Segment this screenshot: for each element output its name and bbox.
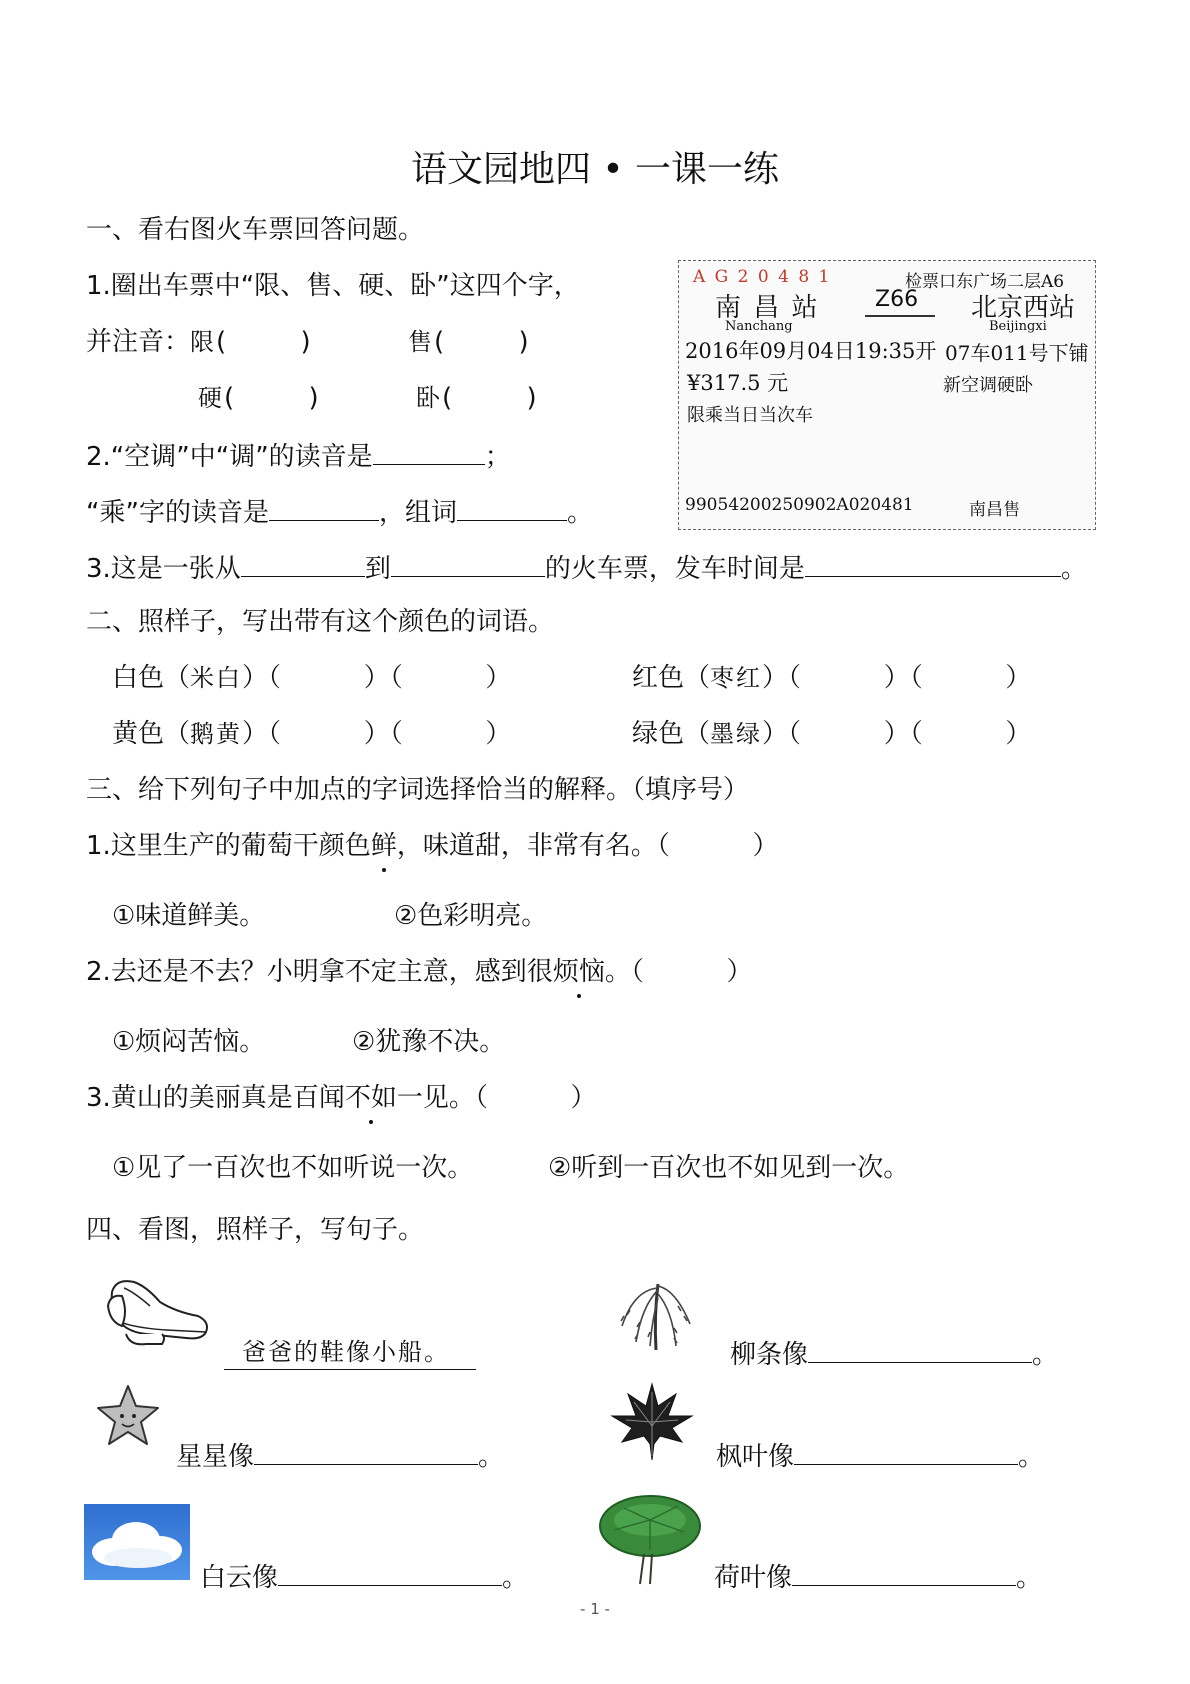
q1-line3 [198,378,537,418]
s3-q1 [86,826,779,866]
color-item-green: 绿色（墨绿）（ ）（ ） [632,719,1032,749]
star-end: 。 [478,1442,505,1472]
ticket-from: 南 昌 站 [715,293,820,323]
color-item-red: 红色（枣红）（ ）（ ） [632,663,1032,693]
answer-paren-wo[interactable]: ( ) [442,383,537,413]
ticket-train-number: Z66 [875,287,919,312]
maple-leaf-icon [610,1382,694,1462]
section1-heading: 一、看右图火车票回答问题。 [86,215,425,245]
lotus-leaf-icon [594,1490,702,1586]
willow-icon [614,1276,696,1352]
color-item-white: 白色（米白）（ ）（ ） [112,663,512,693]
color-item-yellow: 黄色（鹅黄）（ ）（ ） [112,719,512,749]
char-xian: 限 [190,328,217,356]
answer-paren[interactable]: （ ） [909,663,1032,693]
s3-q2-pre: 2.去还是不去？小明拿不定主意，感到很 [86,957,553,987]
answer-paren[interactable]: （ ） [909,719,1032,749]
color-example: 墨绿 [710,720,763,748]
q3-text-b: 到 [364,554,391,584]
willow-blank[interactable] [808,1332,1032,1363]
answer-paren[interactable]: （ ） [788,663,910,693]
s3-q1-pre: 1.这里生产的葡萄干颜色 [86,831,371,861]
q2-blank-zuci[interactable] [457,490,567,521]
q2-blank-diao[interactable] [373,434,485,465]
s3-q2-dotted: 烦恼 [553,952,605,992]
color-label: 绿色 [632,719,685,749]
answer-paren[interactable]: （ ） [268,719,390,749]
q1-line2 [86,322,529,362]
train-ticket [678,260,1096,530]
ticket-from-pinyin: Nanchang [725,319,793,334]
ticket-note: 限乘当日当次车 [687,405,813,426]
q2-text-b-mid: ，组词 [378,498,457,528]
cloud-label: 白云像 [200,1563,279,1593]
s3-q3-dotted: 百闻不如一见 [293,1078,449,1118]
maple-label: 枫叶像 [716,1442,795,1472]
ticket-to: 北京西站 [971,293,1076,323]
ticket-seat: 07车011号下铺 [945,341,1089,365]
pinyin-label: 并注音： [86,327,191,357]
section3-heading: 三、给下列句子中加点的字词选择恰当的解释。（填序号） [86,775,750,805]
ticket-sold: 南昌售 [969,500,1020,520]
s3-q1-post: ，味道甜，非常有名。 [396,831,657,861]
q2-end-b: 。 [566,498,593,528]
answer-paren[interactable]: （ ） [474,1083,597,1113]
star-sentence [176,1434,504,1477]
lotus-end: 。 [1016,1563,1043,1593]
q1-line1: 1.圈出车票中“限、售、硬、卧”这四个字， [86,271,580,301]
q2-line1 [86,434,511,477]
s3-q1-option1: ①味道鲜美。 [112,901,266,931]
maple-sentence [716,1434,1044,1477]
willow-sentence [730,1332,1058,1375]
example-text: 爸爸的鞋像小船。 [224,1332,476,1370]
s3-q2 [86,952,753,992]
q3-line [86,546,1087,589]
q3-end: 。 [1060,554,1087,584]
maple-end: 。 [1018,1442,1045,1472]
q3-blank-time[interactable] [805,546,1061,577]
color-label: 红色 [632,663,685,693]
s3-q2-post: 。 [604,957,631,987]
s3-q3 [86,1078,597,1118]
cloud-sentence [200,1555,528,1598]
willow-label: 柳条像 [730,1340,809,1370]
ticket-price: ¥317.5 元 [687,371,789,395]
s3-q3-option2: ②听到一百次也不如见到一次。 [548,1153,910,1183]
maple-blank[interactable] [794,1434,1018,1465]
q2-end-a: ； [484,442,511,472]
s3-q1-dotted: 鲜 [371,826,397,866]
cloud-icon [84,1504,190,1580]
cloud-blank[interactable] [278,1555,502,1586]
s3-q3-option1: ①见了一百次也不如听说一次。 [112,1153,474,1183]
section2-heading: 二、照样子，写出带有这个颜色的词语。 [86,607,555,637]
ticket-code: 99054200250902A020481 [685,495,914,515]
s3-q3-post: 。 [448,1083,475,1113]
char-ying: 硬 [198,384,224,412]
section4-heading: 四、看图，照样子，写句子。 [86,1215,425,1245]
star-label: 星星像 [176,1442,255,1472]
answer-paren-xian[interactable]: ( ) [216,327,311,357]
s3-q2-option1: ①烦闷苦恼。 [112,1027,266,1057]
answer-paren-shou[interactable]: ( ) [434,327,529,357]
ticket-serial: A G 2 0 4 8 1 [693,267,832,287]
answer-paren[interactable]: （ ） [268,663,390,693]
cloud-end: 。 [502,1563,529,1593]
answer-paren[interactable]: （ ） [389,663,512,693]
lotus-blank[interactable] [792,1555,1016,1586]
color-example: 米白 [190,664,243,692]
lotus-sentence [714,1555,1042,1598]
char-shou: 售 [408,328,435,356]
answer-paren-ying[interactable]: ( ) [224,383,319,413]
answer-paren[interactable]: （ ） [630,957,753,987]
star-icon [94,1382,162,1450]
s3-q2-option2: ②犹豫不决。 [352,1027,506,1057]
color-label: 白色 [112,663,165,693]
color-label: 黄色 [112,719,165,749]
q2-text-a: 2.“空调”中“调”的读音是 [86,442,373,472]
q3-text-c: 的火车票，发车时间是 [544,554,805,584]
star-blank[interactable] [254,1434,478,1465]
q3-blank-from[interactable] [241,546,365,577]
q2-line2 [86,490,593,533]
q2-text-b: “乘”字的读音是 [86,498,269,528]
ticket-to-pinyin: Beijingxi [989,319,1047,334]
s3-q3-pre: 3.黄山的美丽真是 [86,1083,293,1113]
color-example: 枣红 [710,664,763,692]
page-title: 语文园地四 • 一课一练 [410,149,780,190]
ticket-gate: 检票口东广场二层A6 [905,272,1065,292]
willow-end: 。 [1032,1340,1059,1370]
q3-blank-to[interactable] [391,546,545,577]
answer-paren[interactable]: （ ） [389,719,512,749]
example-sentence [224,1332,476,1372]
q3-text-a: 3.这是一张从 [86,554,241,584]
ticket-arrow [865,315,935,317]
ticket-datetime: 2016年09月04日19:35开 [685,339,937,363]
shoe-icon [106,1272,210,1350]
lotus-label: 荷叶像 [714,1563,793,1593]
ticket-type: 新空调硬卧 [943,375,1033,396]
answer-paren[interactable]: （ ） [656,831,779,861]
q2-blank-cheng[interactable] [269,490,379,521]
color-example: 鹅黄 [190,720,243,748]
page-number: - 1 - [580,1600,610,1618]
answer-paren[interactable]: （ ） [788,719,910,749]
s3-q1-option2: ②色彩明亮。 [394,901,548,931]
char-wo: 卧 [416,384,442,412]
